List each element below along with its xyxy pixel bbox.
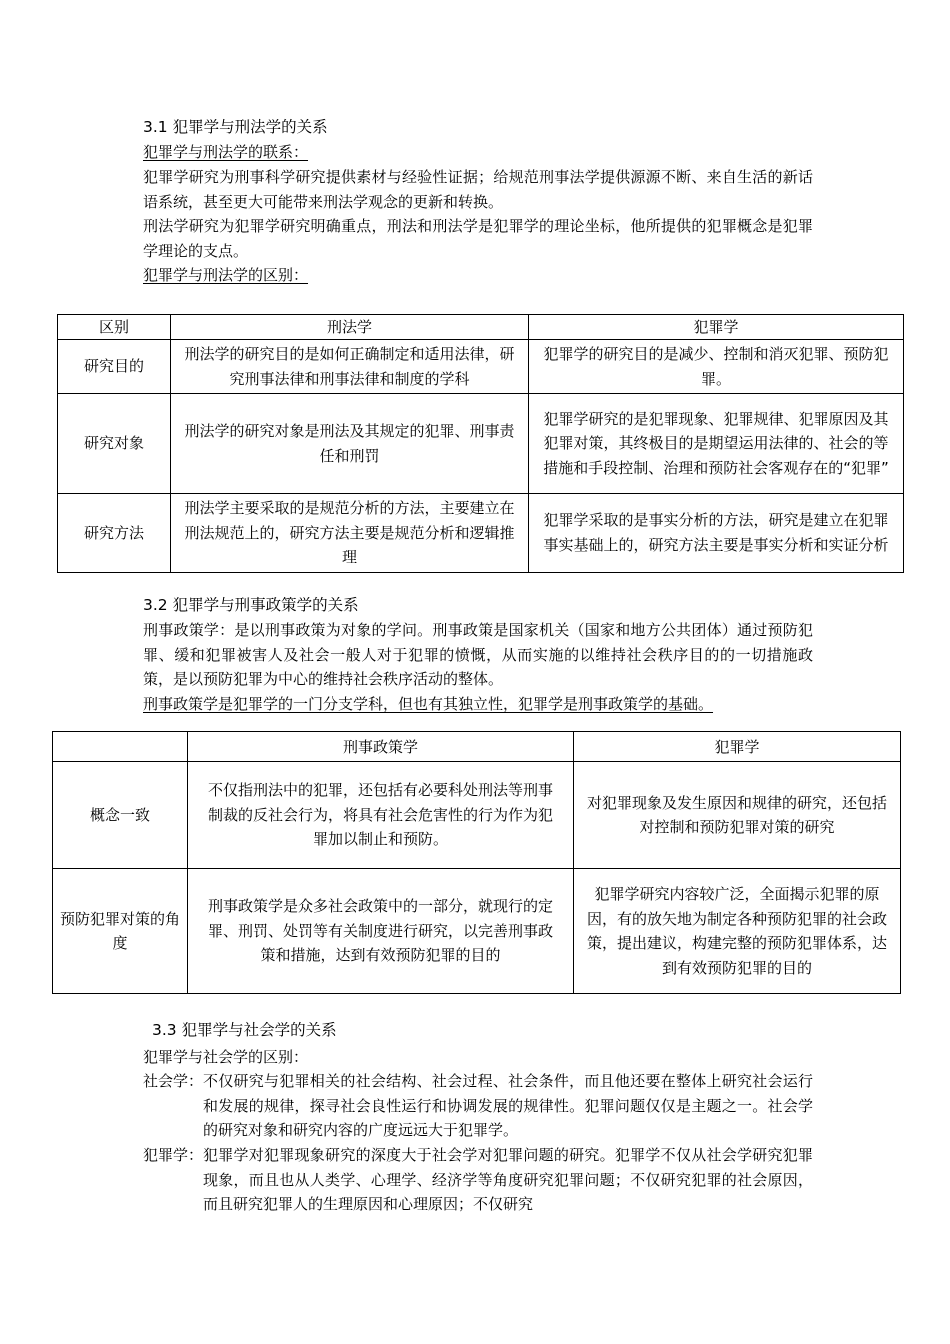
policy-relation-text: 刑事政策学是犯罪学的一门分支学科，但也有其独立性，犯罪学是刑事政策学的基础。 bbox=[143, 695, 714, 713]
paragraph-link-1: 犯罪学研究为刑事科学研究提供素材与经验性证据；给规范刑事法学提供源源不断、来自生活的新话语系统，甚至更大可能带来刑法学观念的更新和转换。 bbox=[143, 168, 813, 211]
link-label bbox=[143, 140, 813, 164]
policy-relation-note bbox=[143, 692, 813, 716]
table-cell: 刑事政策学是众多社会政策中的一部分，就现行的定罪、刑罚、处罚等有关制度进行研究，以完善刑事政策和措施，达到有效预防犯罪的目的 bbox=[188, 869, 574, 994]
section-heading-3-1: 3.1 犯罪学与刑法学的关系 bbox=[143, 118, 328, 136]
table-cell: 刑法学的研究对象是刑法及其规定的犯罪、刑事责任和刑罚 bbox=[171, 394, 529, 494]
table-cell: 犯罪学的研究目的是减少、控制和消灭犯罪、预防犯罪。 bbox=[529, 340, 904, 394]
table-cell: 犯罪学研究的是犯罪现象、犯罪规律、犯罪原因及其犯罪对策，其终极目的是期望运用法律的、社会的等措施和手段控制、治理和预防社会客观存在的“犯罪” bbox=[529, 394, 904, 494]
table-cell: 刑法学主要采取的是规范分析的方法，主要建立在刑法规范上的，研究方法主要是规范分析和逻辑推理 bbox=[171, 494, 529, 573]
sociology-text: 不仅研究与犯罪相关的社会结构、社会过程、社会条件，而且他还要在整体上研究社会运行和发展的规律，探寻社会良性运行和协调发展的规律性。犯罪问题仅仅是主题之一。社会学的研究对象和研究内容的广度远远大于犯罪学。 bbox=[203, 1072, 813, 1139]
table-row bbox=[53, 762, 901, 869]
table-cell: 不仅指刑法中的犯罪，还包括有必要科处刑法等刑事制裁的反社会行为，将具有社会危害性的行为作为犯罪加以制止和预防。 bbox=[188, 762, 574, 869]
criminology-entry bbox=[143, 1143, 813, 1217]
table-header-cell: 刑法学 bbox=[171, 315, 529, 340]
diff-label-text: 犯罪学与刑法学的区别： bbox=[143, 266, 309, 284]
diff-label bbox=[143, 263, 813, 287]
criminology-label: 犯罪学： bbox=[143, 1146, 204, 1164]
criminology-text: 犯罪学对犯罪现象研究的深度大于社会学对犯罪问题的研究。犯罪学不仅从社会学研究犯罪现象，而且也从人类学、心理学、经济学等角度研究犯罪问题；不仅研究犯罪的社会原因，而且研究犯罪人的生理原因和心理原因；不仅研究 bbox=[203, 1146, 813, 1213]
table-header-row bbox=[53, 732, 901, 762]
table-header-cell: 区别 bbox=[58, 315, 171, 340]
table-cell: 刑法学的研究目的是如何正确制定和适用法律，研究刑事法律和刑事法律和制度的学科 bbox=[171, 340, 529, 394]
table-row bbox=[53, 869, 901, 994]
table-cell: 预防犯罪对策的角度 bbox=[53, 869, 188, 994]
table-row bbox=[58, 340, 904, 394]
comparison-table-criminal-law bbox=[57, 314, 904, 573]
table-cell: 概念一致 bbox=[53, 762, 188, 869]
table-header-cell: 犯罪学 bbox=[529, 315, 904, 340]
paragraph-policy: 刑事政策学：是以刑事政策为对象的学问。刑事政策是国家机关（国家和地方公共团体）通过预防犯罪、缓和犯罪被害人及社会一般人对于犯罪的愤慨，从而实施的以维持社会秩序目的的一切措施政策，是以预防犯罪为中心的维持社会秩序活动的整体。 bbox=[143, 621, 813, 688]
sociology-label: 社会学： bbox=[143, 1072, 204, 1090]
paragraph-link-2: 刑法学研究为犯罪学研究明确重点，刑法和刑法学是犯罪学的理论坐标，他所提供的犯罪概念是犯罪学理论的支点。 bbox=[143, 217, 813, 260]
table-cell: 研究对象 bbox=[58, 394, 171, 494]
table-cell: 对犯罪现象及发生原因和规律的研究，还包括对控制和预防犯罪对策的研究 bbox=[574, 762, 901, 869]
table-row bbox=[58, 494, 904, 573]
table-cell: 犯罪学研究内容较广泛，全面揭示犯罪的原因，有的放矢地为制定各种预防犯罪的社会政策，提出建议，构建完整的预防犯罪体系，达到有效预防犯罪的目的 bbox=[574, 869, 901, 994]
table-cell: 犯罪学采取的是事实分析的方法，研究是建立在犯罪事实基础上的，研究方法主要是事实分析和实证分析 bbox=[529, 494, 904, 573]
table-cell: 研究目的 bbox=[58, 340, 171, 394]
sociology-entry bbox=[143, 1069, 813, 1143]
table-header-cell: 犯罪学 bbox=[574, 732, 901, 762]
link-label-text: 犯罪学与刑法学的联系： bbox=[143, 143, 309, 161]
table-header-cell bbox=[53, 732, 188, 762]
comparison-table-policy bbox=[52, 731, 901, 994]
table-cell: 研究方法 bbox=[58, 494, 171, 573]
table-row bbox=[58, 394, 904, 494]
section-heading-3-2: 3.2 犯罪学与刑事政策学的关系 bbox=[143, 596, 359, 614]
sociology-diff-label: 犯罪学与社会学的区别： bbox=[143, 1048, 309, 1066]
section-heading-3-3: 3.3 犯罪学与社会学的关系 bbox=[152, 1021, 337, 1039]
table-header-row bbox=[58, 315, 904, 340]
table-header-cell: 刑事政策学 bbox=[188, 732, 574, 762]
